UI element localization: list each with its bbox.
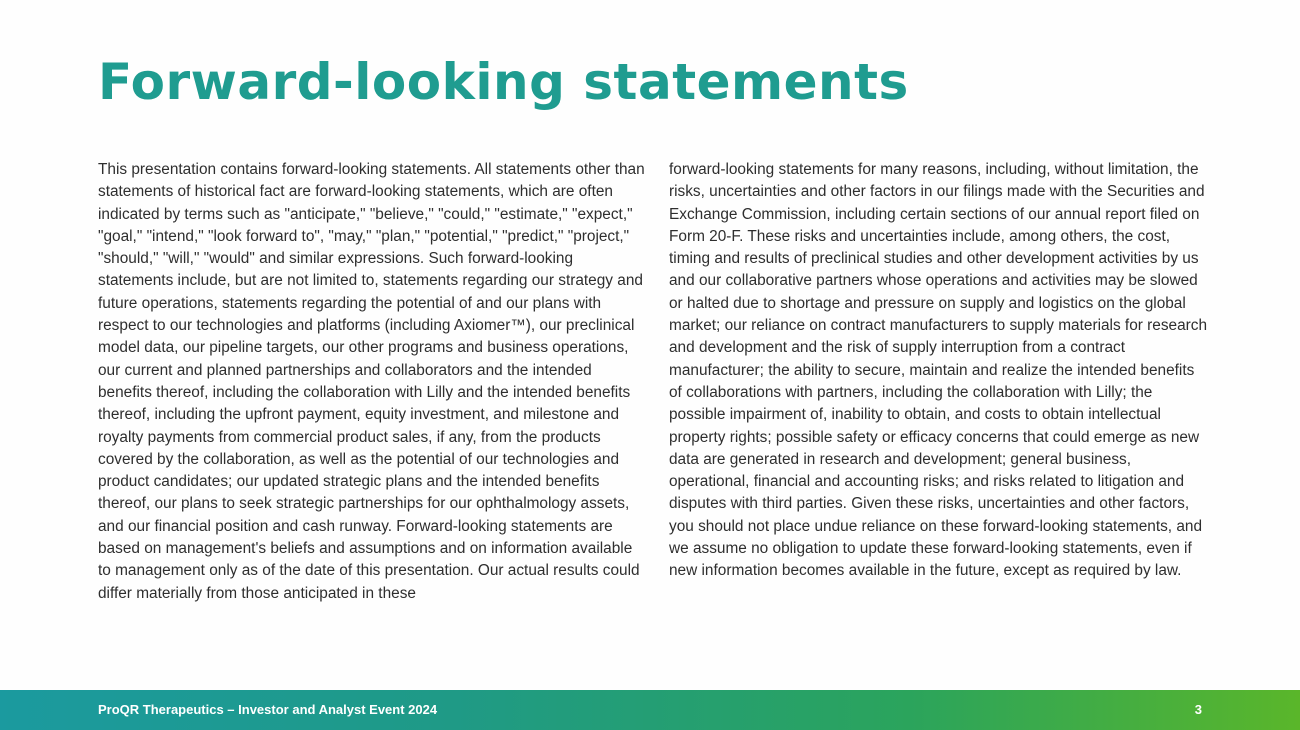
footer-label: ProQR Therapeutics – Investor and Analyst Event 2024: [98, 702, 438, 717]
slide-title: Forward-looking statements: [98, 53, 909, 111]
footer-bar: [0, 690, 1300, 730]
page-number: 3: [1194, 702, 1202, 717]
body-text-left-column: This presentation contains forward-looking statements. All statements other than statements of historical fact are forward-looking statements, which are often indicated by terms such as "anticipate," "believe," "could," "estimate," "expect," "goal," "intend," "look forward to", "may," "plan," "potential," "predict," "project," "should," "will," "would" and similar expressions. Such forward-looking statements include, but are not limited to, statements regarding our strategy and future operations, statements regarding the potential of and our plans with respect to our technologies and platforms (including Axiomer™), our preclinical model data, our pipeline targets, our other programs and business operations, our current and planned partnerships and collaborators and the intended benefits thereof, including the collaboration with Lilly and the intended benefits thereof, including the upfront payment, equity investment, and milestone and royalty payments from commercial product sales, if any, from the products covered by the collaboration, as well as the potential of our technologies and product candidates; our updated strategic plans and the intended benefits thereof, our plans to seek strategic partnerships for our ophthalmology assets, and our financial position and cash runway. Forward-looking statements are based on management's beliefs and assumptions and on information available to management only as of the date of this presentation. Our actual results could differ materially from those anticipated in these: [98, 161, 645, 602]
body-text-right-column: forward-looking statements for many reasons, including, without limitation, the risks, uncertainties and other factors in our filings made with the Securities and Exchange Commission, including certain sections of our annual report filed on Form 20-F. These risks and uncertainties include, among others, the cost, timing and results of preclinical studies and other development activities by us and our collaborative partners whose operations and activities may be slowed or halted due to shortage and pressure on supply and logistics on the global market; our reliance on contract manufacturers to supply materials for research and development and the risk of supply interruption from a contract manufacturer; the ability to secure, maintain and realize the intended benefits of collaborations with partners, including the collaboration with Lilly; the possible impairment of, inability to obtain, and costs to obtain intellectual property rights; possible safety or efficacy concerns that could emerge as new data are generated in research and development; general business, operational, financial and accounting risks; and risks related to litigation and disputes with third parties. Given these risks, uncertainties and other factors, you should not place undue reliance on these forward-looking statements, and we assume no obligation to update these forward-looking statements, even if new information becomes available in the future, except as required by law.: [669, 161, 1208, 580]
